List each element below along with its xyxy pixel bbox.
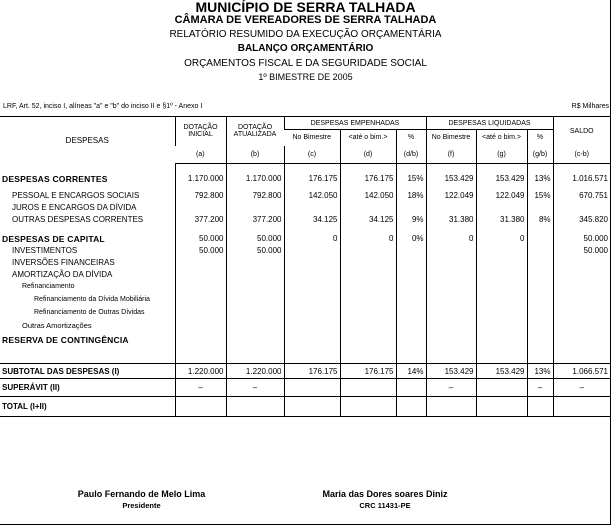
col-emp-ate: <até o bim.> xyxy=(340,130,396,146)
spacer-row xyxy=(0,226,610,233)
spacer-row xyxy=(0,349,610,364)
cell-value: 18% xyxy=(396,190,426,202)
cell-value xyxy=(527,293,553,306)
cell-value xyxy=(553,306,610,319)
cell-value xyxy=(527,306,553,319)
cell-value xyxy=(553,202,610,214)
cell-value xyxy=(426,319,476,332)
cell-value xyxy=(426,226,476,233)
row-label xyxy=(0,226,175,233)
col-liq-pct: % xyxy=(527,130,553,146)
col-emp-pct: % xyxy=(396,130,426,146)
cell-value xyxy=(284,306,340,319)
balanco-title: BALANÇO ORÇAMENTÁRIO xyxy=(237,43,374,54)
col-letter: (a) xyxy=(175,146,226,164)
cell-value xyxy=(340,332,396,349)
cell-value xyxy=(476,226,527,233)
cell-value: 176.175 xyxy=(340,364,396,379)
cell-value xyxy=(553,269,610,281)
cell-value xyxy=(396,202,426,214)
cell-value xyxy=(426,202,476,214)
cell-value: 50.000 xyxy=(175,233,226,245)
col-liq-ate: <até o bim.> xyxy=(476,130,527,146)
table-row xyxy=(0,281,610,293)
col-dotacao-atualizada xyxy=(226,117,284,146)
cell-value: 122.049 xyxy=(426,190,476,202)
cell-value xyxy=(340,281,396,293)
cell-value xyxy=(527,226,553,233)
cell-value xyxy=(476,281,527,293)
cell-value xyxy=(527,202,553,214)
cell-value: 50.000 xyxy=(226,233,284,245)
cell-value xyxy=(226,306,284,319)
col-letter: (g) xyxy=(476,146,527,164)
cell-value: 0 xyxy=(426,233,476,245)
row-label: AMORTIZAÇÃO DA DÍVIDA xyxy=(12,270,113,279)
cell-value xyxy=(340,164,396,172)
relatorio-title: RELATÓRIO RESUMIDO DA EXECUÇÃO ORÇAMENTÁRIA xyxy=(169,29,442,40)
table-row xyxy=(0,172,610,186)
cell-value xyxy=(476,349,527,364)
cell-value xyxy=(175,332,226,349)
cell-value: 8% xyxy=(527,214,553,226)
cell-value: 153.429 xyxy=(476,172,527,186)
cell-value xyxy=(396,269,426,281)
cell-value: 15% xyxy=(396,172,426,186)
table-row xyxy=(0,245,610,257)
cell-value xyxy=(527,319,553,332)
cell-value: 31.380 xyxy=(426,214,476,226)
table-row xyxy=(0,293,610,306)
cell-value xyxy=(426,164,476,172)
col-liq-bimestre: No Bimestre xyxy=(426,130,476,146)
cell-value xyxy=(553,281,610,293)
cell-value xyxy=(226,202,284,214)
cell-value xyxy=(476,164,527,172)
signature-name: Maria das Dores soares Diniz xyxy=(322,489,448,499)
row-label: PESSOAL E ENCARGOS SOCIAIS xyxy=(12,191,140,200)
cell-value xyxy=(284,269,340,281)
table-row xyxy=(0,214,610,226)
cell-value xyxy=(553,293,610,306)
cell-value: – xyxy=(175,379,226,397)
cell-value xyxy=(226,226,284,233)
cell-value xyxy=(426,397,476,417)
cell-value xyxy=(396,397,426,417)
col-dotacao-inicial-l1: DOTAÇÃO xyxy=(183,124,218,132)
table-row xyxy=(0,190,610,202)
cell-value: 34.125 xyxy=(340,214,396,226)
cell-value xyxy=(476,379,527,397)
cell-value: 142.050 xyxy=(340,190,396,202)
row-label: Refinanciamento xyxy=(22,283,75,290)
cell-value xyxy=(396,306,426,319)
row-label: DESPESAS DE CAPITAL xyxy=(2,233,105,244)
col-dotacao-inicial xyxy=(175,117,226,146)
cell-value xyxy=(553,397,610,417)
cell-value xyxy=(476,293,527,306)
col-saldo: SALDO xyxy=(553,117,610,146)
cell-value xyxy=(226,257,284,269)
cell-value: 377.200 xyxy=(175,214,226,226)
table-row xyxy=(0,319,610,332)
cell-value: 13% xyxy=(527,364,553,379)
row-label: TOTAL (I+II) xyxy=(0,397,175,417)
cell-value xyxy=(226,269,284,281)
cell-value xyxy=(284,349,340,364)
cell-value: 9% xyxy=(396,214,426,226)
row-label: SUBTOTAL DAS DESPESAS (I) xyxy=(0,364,175,379)
cell-value xyxy=(553,349,610,364)
cell-value: 50.000 xyxy=(175,245,226,257)
cell-value: 0% xyxy=(396,233,426,245)
cell-value xyxy=(284,293,340,306)
col-letter: (f) xyxy=(426,146,476,164)
row-label: Refinanciamento da Dívida Mobiliária xyxy=(34,295,150,303)
cell-value xyxy=(426,269,476,281)
col-empenhadas: DESPESAS EMPENHADAS xyxy=(284,117,426,130)
cell-value: 153.429 xyxy=(426,364,476,379)
col-dotacao-atualizada-l2: ATUALIZADA xyxy=(233,131,277,139)
cell-value: 153.429 xyxy=(476,364,527,379)
municipio-title: MUNICÍPIO DE SERRA TALHADA xyxy=(195,0,416,15)
cell-value xyxy=(175,164,226,172)
balanco-table xyxy=(0,116,610,417)
cell-value xyxy=(527,257,553,269)
col-letter: (d) xyxy=(340,146,396,164)
cell-value xyxy=(284,226,340,233)
cell-value xyxy=(476,269,527,281)
col-letter: (d/b) xyxy=(396,146,426,164)
cell-value: 176.175 xyxy=(340,172,396,186)
cell-value xyxy=(340,349,396,364)
cell-value: 0 xyxy=(476,233,527,245)
camara-title: CÂMARA DE VEREADORES DE SERRA TALHADA xyxy=(174,14,437,26)
cell-value xyxy=(284,164,340,172)
cell-value xyxy=(476,245,527,257)
cell-value: 122.049 xyxy=(476,190,527,202)
signature-presidente xyxy=(49,489,234,510)
col-letter: (c) xyxy=(284,146,340,164)
cell-value xyxy=(226,332,284,349)
cell-value xyxy=(426,349,476,364)
cell-value: 34.125 xyxy=(284,214,340,226)
cell-value xyxy=(527,164,553,172)
cell-value xyxy=(553,164,610,172)
cell-value xyxy=(527,332,553,349)
cell-value: – xyxy=(527,379,553,397)
cell-value xyxy=(175,293,226,306)
cell-value: 1.220.000 xyxy=(226,364,284,379)
cell-value xyxy=(527,281,553,293)
cell-value xyxy=(226,164,284,172)
cell-value: 153.429 xyxy=(426,172,476,186)
cell-value xyxy=(226,349,284,364)
row-label: SUPERÁVIT (II) xyxy=(0,379,175,397)
cell-value xyxy=(175,281,226,293)
cell-value xyxy=(527,245,553,257)
cell-value: 50.000 xyxy=(226,245,284,257)
cell-value: 1.016.571 xyxy=(553,172,610,186)
cell-value xyxy=(396,349,426,364)
table-row xyxy=(0,332,610,349)
cell-value: – xyxy=(553,379,610,397)
table-row xyxy=(0,364,610,379)
cell-value: 792.800 xyxy=(226,190,284,202)
table-row xyxy=(0,397,610,417)
cell-value: 670.751 xyxy=(553,190,610,202)
cell-value: 0 xyxy=(340,233,396,245)
cell-value xyxy=(175,226,226,233)
cell-value xyxy=(175,257,226,269)
cell-value xyxy=(340,319,396,332)
cell-value xyxy=(340,306,396,319)
cell-value: 1.170.000 xyxy=(175,172,226,186)
cell-value: – xyxy=(226,379,284,397)
table-row xyxy=(0,233,610,245)
cell-value xyxy=(527,233,553,245)
cell-value xyxy=(476,306,527,319)
cell-value xyxy=(175,269,226,281)
cell-value xyxy=(553,332,610,349)
cell-value xyxy=(396,281,426,293)
col-dotacao-inicial-l2: INICIAL xyxy=(188,131,213,139)
col-dotacao-atualizada-l1: DOTAÇÃO xyxy=(237,124,273,132)
cell-value xyxy=(396,319,426,332)
cell-value xyxy=(284,332,340,349)
cell-value: 792.800 xyxy=(175,190,226,202)
cell-value xyxy=(426,306,476,319)
cell-value xyxy=(340,293,396,306)
cell-value: 50.000 xyxy=(553,245,610,257)
orcamentos-subtitle: ORÇAMENTOS FISCAL E DA SEGURIDADE SOCIAL xyxy=(184,58,427,69)
signature-title: CRC 11431-PE xyxy=(359,501,411,510)
cell-value xyxy=(426,281,476,293)
table-row xyxy=(0,379,610,397)
cell-value: 345.820 xyxy=(553,214,610,226)
cell-value xyxy=(175,319,226,332)
cell-value xyxy=(340,379,396,397)
cell-value xyxy=(284,257,340,269)
cell-value xyxy=(284,319,340,332)
cell-value xyxy=(553,319,610,332)
cell-value: 13% xyxy=(527,172,553,186)
row-label: INVERSÕES FINANCEIRAS xyxy=(12,258,115,267)
periodo-label: 1º BIMESTRE DE 2005 xyxy=(258,72,353,82)
cell-value xyxy=(396,379,426,397)
row-label: Refinanciamento de Outras Dívidas xyxy=(34,308,145,316)
cell-value xyxy=(426,332,476,349)
table-row xyxy=(0,257,610,269)
cell-value xyxy=(527,397,553,417)
cell-value xyxy=(476,319,527,332)
cell-value xyxy=(284,379,340,397)
cell-value xyxy=(426,293,476,306)
cell-value xyxy=(340,202,396,214)
cell-value xyxy=(396,164,426,172)
cell-value xyxy=(226,293,284,306)
col-emp-bimestre: No Bimestre xyxy=(292,134,331,142)
cell-value xyxy=(284,245,340,257)
cell-value: 176.175 xyxy=(284,172,340,186)
cell-value xyxy=(226,397,284,417)
spacer-row xyxy=(0,164,610,172)
signature-title: Presidente xyxy=(122,501,161,510)
table-row xyxy=(0,269,610,281)
cell-value xyxy=(527,269,553,281)
cell-value xyxy=(284,281,340,293)
cell-value xyxy=(340,269,396,281)
cell-value: 142.050 xyxy=(284,190,340,202)
cell-value xyxy=(426,257,476,269)
col-letter: (c-b) xyxy=(553,146,610,164)
row-label: INVESTIMENTOS xyxy=(12,246,78,255)
cell-value: 15% xyxy=(527,190,553,202)
cell-value xyxy=(476,257,527,269)
cell-value xyxy=(340,397,396,417)
cell-value xyxy=(340,226,396,233)
cell-value: 31.380 xyxy=(476,214,527,226)
cell-value xyxy=(396,293,426,306)
col-liquidadas: DESPESAS LIQUIDADAS xyxy=(426,117,553,130)
cell-value: 14% xyxy=(396,364,426,379)
col-letter: (g/b) xyxy=(527,146,553,164)
row-label xyxy=(0,164,175,172)
cell-value: 176.175 xyxy=(284,364,340,379)
cell-value xyxy=(527,349,553,364)
signature-contador xyxy=(290,489,480,510)
cell-value xyxy=(340,257,396,269)
row-label xyxy=(0,349,175,364)
cell-value xyxy=(396,332,426,349)
cell-value xyxy=(396,257,426,269)
cell-value xyxy=(175,202,226,214)
cell-value xyxy=(426,245,476,257)
cell-value xyxy=(476,202,527,214)
cell-value: 1.066.571 xyxy=(553,364,610,379)
lrf-reference: LRF, Art. 52, inciso I, alíneas "a" e "b" do inciso II e §1º - Anexo I xyxy=(3,103,203,110)
unit-label: R$ Milhares xyxy=(571,103,609,110)
cell-value xyxy=(553,226,610,233)
signature-name: Paulo Fernando de Melo Lima xyxy=(77,489,206,499)
cell-value xyxy=(284,397,340,417)
cell-value: 377.200 xyxy=(226,214,284,226)
cell-value xyxy=(553,257,610,269)
table-row xyxy=(0,202,610,214)
cell-value xyxy=(175,349,226,364)
row-label: OUTRAS DESPESAS CORRENTES xyxy=(12,215,144,224)
cell-value: – xyxy=(426,379,476,397)
cell-value xyxy=(284,202,340,214)
cell-value: 1.170.000 xyxy=(226,172,284,186)
table-row xyxy=(0,306,610,319)
cell-value xyxy=(476,332,527,349)
row-label: Outras Amortizações xyxy=(22,320,92,330)
cell-value xyxy=(226,319,284,332)
cell-value xyxy=(476,397,527,417)
cell-value: 1.220.000 xyxy=(175,364,226,379)
cell-value xyxy=(226,281,284,293)
cell-value xyxy=(396,226,426,233)
cell-value: 0 xyxy=(284,233,340,245)
col-despesas: DESPESAS xyxy=(0,117,175,164)
col-letter: (b) xyxy=(226,146,284,164)
cell-value: 50.000 xyxy=(553,233,610,245)
cell-value xyxy=(175,397,226,417)
row-label: RESERVA DE CONTINGÊNCIA xyxy=(2,335,129,345)
cell-value xyxy=(396,245,426,257)
row-label: DESPESAS CORRENTES xyxy=(2,173,108,184)
row-label: JUROS E ENCARGOS DA DÍVIDA xyxy=(12,203,137,212)
cell-value xyxy=(175,306,226,319)
cell-value xyxy=(340,245,396,257)
